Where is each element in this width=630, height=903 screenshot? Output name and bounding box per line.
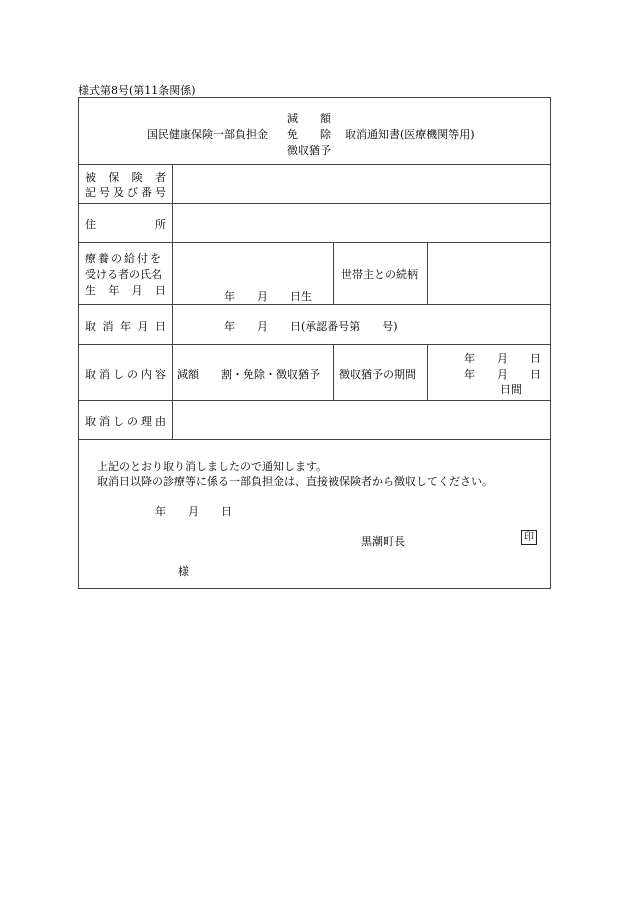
cancel-content-label: 取 消 し の 内 容 (85, 368, 166, 381)
form-number: 様式第8号(第11条関係) (78, 84, 196, 97)
title-option-reduction: 減 額 (287, 112, 331, 125)
birth-date-text: 年 月 日生 (224, 290, 312, 303)
row-divider (78, 304, 551, 305)
seal-mark: 印 (521, 530, 537, 545)
row-divider (78, 203, 551, 204)
reason-label: 取 消 し の 理 由 (85, 415, 166, 428)
deferral-period-days: 日間 (500, 383, 522, 396)
cell-divider (333, 344, 334, 400)
relation-label: 世帯主との続柄 (341, 268, 418, 281)
cell-divider (427, 344, 428, 400)
recipient-label-line1: 療養の給付を (85, 252, 163, 265)
cancel-date-label: 取 消 年 月 日 (85, 320, 166, 333)
notice-line1: 上記のとおり取り消しましたので通知します。 (97, 460, 328, 473)
deferral-period-start: 年 月 日 (464, 352, 541, 365)
row-divider (78, 164, 551, 165)
row-divider (78, 344, 551, 345)
title-suffix: 取消通知書(医療機関等用) (345, 128, 475, 141)
cell-divider (333, 242, 334, 304)
cancel-content-text: 減額 割・免除・徴収猶予 (177, 368, 320, 381)
deferral-period-end: 年 月 日 (464, 368, 541, 381)
title-prefix: 国民健康保険一部負担金 (147, 128, 268, 141)
insured-label-line1: 被 保 険 者 (85, 171, 166, 184)
row-divider (78, 400, 551, 401)
deferral-period-label: 徴収猶予の期間 (339, 368, 416, 381)
insured-label-line2: 記号及び番号 (85, 186, 169, 199)
issuer-name: 黒潮町長 (361, 535, 405, 548)
cell-divider (427, 242, 428, 304)
notice-date: 年 月 日 (155, 505, 232, 518)
recipient-label-line3: 生 年 月 日 (85, 284, 166, 297)
notice-line2: 取消日以降の診療等に係る一部負担金は、直接被保険者から徴収してください。 (97, 475, 493, 488)
title-option-exemption: 免 除 (287, 128, 331, 141)
title-option-deferral: 徴収猶予 (287, 144, 331, 157)
row-divider (78, 242, 551, 243)
address-label: 住 所 (85, 218, 166, 231)
recipient-label-line2: 受ける者の氏名 (85, 268, 162, 281)
addressee-honorific: 様 (178, 565, 189, 578)
row-divider (78, 439, 551, 440)
label-column-divider (172, 164, 173, 439)
cancel-date-text: 年 月 日(承認番号第 号) (224, 320, 398, 333)
